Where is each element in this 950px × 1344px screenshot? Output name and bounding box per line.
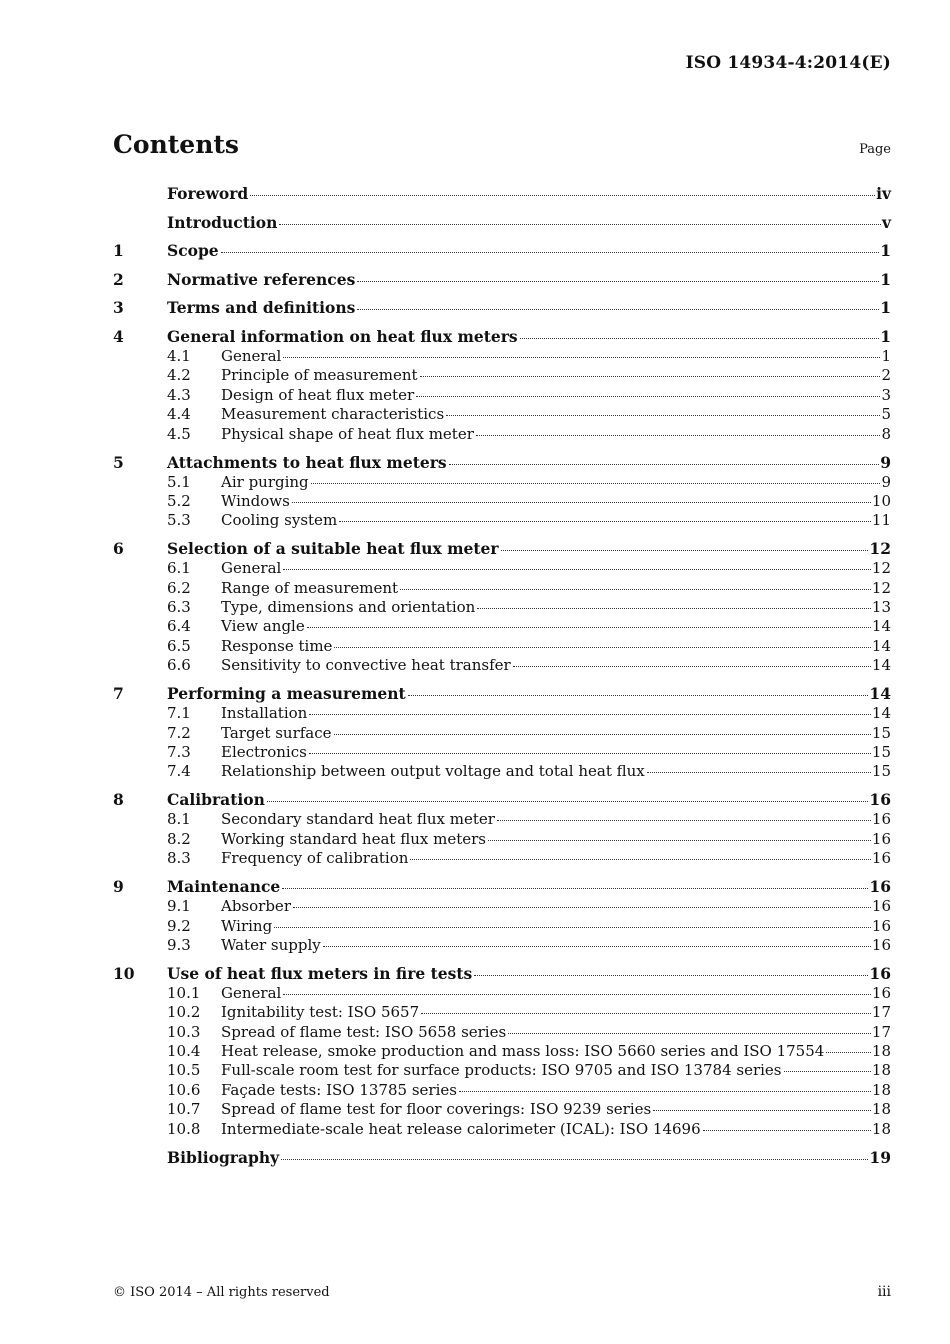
page-number: iii bbox=[877, 1284, 891, 1300]
toc-entry-title: Range of measurement bbox=[221, 578, 399, 597]
toc-entry-page: 18 bbox=[871, 1100, 891, 1119]
toc-entry-title: View angle bbox=[221, 617, 305, 636]
dot-leader bbox=[421, 1012, 871, 1014]
toc-entry-title: Water supply bbox=[221, 935, 321, 954]
toc-subentry[interactable] bbox=[113, 1023, 891, 1042]
toc-entry-page: 16 bbox=[871, 849, 891, 868]
toc-section bbox=[113, 963, 891, 1139]
toc-entry-title: Wiring bbox=[221, 916, 273, 935]
toc-entry-page: 1 bbox=[880, 269, 891, 289]
toc-entry-number: 8.1 bbox=[167, 810, 191, 829]
dot-leader bbox=[449, 463, 880, 465]
toc-entry-number: 6.1 bbox=[167, 559, 191, 578]
dot-leader bbox=[281, 1158, 868, 1160]
toc-entry-page: 14 bbox=[871, 617, 891, 636]
toc-entry-page: iv bbox=[876, 184, 891, 203]
toc-entry-number: 10.1 bbox=[167, 983, 201, 1002]
toc-subentry[interactable] bbox=[113, 849, 891, 868]
toc-entry-title: Secondary standard heat flux meter bbox=[221, 810, 495, 829]
dot-leader bbox=[647, 771, 871, 773]
dot-leader bbox=[292, 501, 871, 503]
toc-entry-page: 1 bbox=[881, 346, 891, 365]
toc-subentry[interactable] bbox=[113, 1061, 891, 1080]
toc-entry-number: 7 bbox=[113, 684, 124, 704]
toc-entry-title: Scope bbox=[167, 241, 219, 261]
dot-leader bbox=[513, 665, 871, 667]
toc-entry-title: Relationship between output voltage and total heat flux bbox=[221, 762, 645, 781]
toc-entry[interactable] bbox=[113, 183, 891, 204]
toc-subentry[interactable] bbox=[113, 936, 891, 955]
toc-entry-page: 16 bbox=[871, 983, 891, 1002]
dot-leader bbox=[334, 646, 870, 648]
toc-entry-page: 16 bbox=[869, 877, 891, 897]
toc-entry[interactable] bbox=[113, 297, 891, 318]
toc-entry-number: 4.1 bbox=[167, 346, 191, 365]
toc-entry-page: 14 bbox=[869, 684, 891, 704]
dot-leader bbox=[446, 414, 880, 416]
toc-subentry[interactable] bbox=[113, 617, 891, 636]
dot-leader bbox=[357, 308, 879, 310]
dot-leader bbox=[459, 1090, 871, 1092]
toc-subentry[interactable] bbox=[113, 366, 891, 385]
toc-subentry[interactable] bbox=[113, 347, 891, 366]
toc-section bbox=[113, 789, 891, 868]
toc-entry-page: 12 bbox=[871, 559, 891, 578]
toc-subentry[interactable] bbox=[113, 492, 891, 511]
toc-entry-page: 11 bbox=[871, 511, 891, 530]
toc-entry-title: Design of heat flux meter bbox=[221, 385, 415, 404]
toc-entry-title: Frequency of calibration bbox=[221, 849, 409, 868]
toc-entry-title: Use of heat flux meters in fire tests bbox=[167, 963, 473, 983]
toc-entry-number: 6 bbox=[113, 539, 124, 559]
page-column-label: Page bbox=[859, 142, 891, 157]
toc-entry-number: 4.4 bbox=[167, 405, 191, 424]
dot-leader bbox=[279, 223, 881, 225]
toc-entry-number: 4.3 bbox=[167, 385, 191, 404]
dot-leader bbox=[283, 568, 871, 570]
toc-entry-number: 9.2 bbox=[167, 916, 191, 935]
dot-leader bbox=[309, 752, 871, 754]
toc-section bbox=[113, 297, 891, 318]
toc-entry-title: General bbox=[221, 346, 282, 365]
toc-entry-page: 14 bbox=[871, 704, 891, 723]
toc-subentry[interactable] bbox=[113, 425, 891, 444]
toc-entry-title: Bibliography bbox=[167, 1147, 280, 1167]
toc-entry-page: 14 bbox=[871, 656, 891, 675]
copyright-notice: © ISO 2014 – All rights reserved bbox=[113, 1285, 330, 1300]
toc-entry-number: 3 bbox=[113, 298, 124, 318]
dot-leader bbox=[474, 974, 868, 976]
contents-heading: Contents bbox=[113, 130, 240, 159]
toc-entry-title: Foreword bbox=[167, 184, 249, 203]
toc-entry-page: 18 bbox=[871, 1080, 891, 1099]
toc-entry-page: 13 bbox=[871, 598, 891, 617]
toc-subentry[interactable] bbox=[113, 637, 891, 656]
toc-entry-number: 4 bbox=[113, 326, 124, 346]
toc-entry-page: 1 bbox=[880, 241, 891, 261]
toc-section bbox=[113, 452, 891, 531]
toc-entry-number: 4.5 bbox=[167, 424, 191, 443]
dot-leader bbox=[283, 993, 871, 995]
dot-leader bbox=[520, 337, 880, 339]
toc-entry[interactable] bbox=[113, 452, 891, 473]
dot-leader bbox=[653, 1109, 871, 1111]
toc-entry-title: Target surface bbox=[221, 723, 332, 742]
table-of-contents bbox=[113, 183, 891, 1175]
toc-entry-page: v bbox=[881, 212, 891, 232]
dot-leader bbox=[250, 194, 875, 196]
toc-entry-number: 6.2 bbox=[167, 578, 191, 597]
toc-entry[interactable] bbox=[113, 240, 891, 261]
dot-leader bbox=[400, 588, 871, 590]
toc-entry-title: Façade tests: ISO 13785 series bbox=[221, 1080, 457, 1099]
toc-entry-title: Physical shape of heat flux meter bbox=[221, 424, 474, 443]
toc-entry[interactable] bbox=[113, 876, 891, 897]
toc-entry[interactable] bbox=[113, 212, 891, 233]
toc-entry[interactable] bbox=[113, 683, 891, 704]
dot-leader bbox=[476, 434, 881, 436]
toc-entry-number: 10 bbox=[113, 963, 135, 983]
dot-leader bbox=[420, 375, 881, 377]
dot-leader bbox=[703, 1129, 871, 1131]
toc-entry-page: 5 bbox=[881, 405, 891, 424]
toc-entry-title: Air purging bbox=[221, 472, 309, 491]
toc-entry[interactable] bbox=[113, 963, 891, 984]
toc-entry-page: 17 bbox=[871, 1022, 891, 1041]
toc-entry-page: 15 bbox=[871, 743, 891, 761]
toc-entry-number: 5 bbox=[113, 452, 124, 472]
toc-subentry[interactable] bbox=[113, 830, 891, 849]
toc-entry-number: 10.4 bbox=[167, 1042, 201, 1061]
dot-leader bbox=[508, 1032, 871, 1034]
toc-entry-page: 1 bbox=[880, 326, 891, 346]
dot-leader bbox=[311, 482, 881, 484]
dot-leader bbox=[416, 395, 880, 397]
toc-section bbox=[113, 269, 891, 290]
toc-subentry[interactable] bbox=[113, 473, 891, 492]
toc-entry-title: Sensitivity to convective heat transfer bbox=[221, 656, 511, 675]
toc-entry-title: Working standard heat flux meters bbox=[221, 829, 486, 848]
dot-leader bbox=[826, 1051, 871, 1053]
toc-subentry[interactable] bbox=[113, 724, 891, 743]
dot-leader bbox=[339, 520, 871, 522]
toc-entry-title: Attachments to heat flux meters bbox=[167, 452, 447, 472]
toc-entry-page: 14 bbox=[871, 636, 891, 655]
dot-leader bbox=[283, 356, 880, 358]
toc-entry-page: 10 bbox=[871, 491, 891, 510]
toc-entry-page: 3 bbox=[881, 385, 891, 404]
dot-leader bbox=[410, 858, 870, 860]
toc-entry-number: 5.3 bbox=[167, 511, 191, 530]
toc-entry-number: 6.5 bbox=[167, 636, 191, 655]
toc-entry-title: Absorber bbox=[221, 897, 291, 916]
toc-subentry[interactable] bbox=[113, 743, 891, 762]
toc-entry-title: Response time bbox=[221, 636, 333, 655]
toc-entry-number: 2 bbox=[113, 269, 124, 289]
toc-entry-number: 10.8 bbox=[167, 1119, 201, 1138]
dot-leader bbox=[293, 906, 871, 908]
toc-entry-page: 16 bbox=[869, 790, 891, 810]
dot-leader bbox=[309, 713, 871, 715]
toc-subentry[interactable] bbox=[113, 1003, 891, 1022]
dot-leader bbox=[408, 694, 869, 696]
toc-subentry[interactable] bbox=[113, 656, 891, 675]
toc-entry-number: 10.3 bbox=[167, 1022, 201, 1041]
toc-entry-number: 4.2 bbox=[167, 366, 191, 385]
document-id-header: ISO 14934-4:2014(E) bbox=[685, 53, 891, 73]
toc-entry-title: Spread of flame test: ISO 5658 series bbox=[221, 1022, 507, 1041]
toc-entry-title: Cooling system bbox=[221, 511, 338, 530]
toc-entry-title: Selection of a suitable heat flux meter bbox=[167, 539, 499, 559]
toc-entry[interactable] bbox=[113, 1147, 891, 1168]
dot-leader bbox=[323, 945, 871, 947]
toc-entry-page: 16 bbox=[869, 963, 891, 983]
toc-section bbox=[113, 876, 891, 955]
toc-entry-number: 6.4 bbox=[167, 617, 191, 636]
toc-entry-title: Windows bbox=[221, 491, 290, 510]
toc-subentry[interactable] bbox=[113, 559, 891, 578]
toc-entry-page: 18 bbox=[871, 1061, 891, 1080]
toc-subentry[interactable] bbox=[113, 704, 891, 723]
toc-entry-title: Calibration bbox=[167, 790, 265, 810]
toc-entry-page: 17 bbox=[871, 1003, 891, 1022]
toc-entry-title: Maintenance bbox=[167, 877, 281, 897]
toc-entry-page: 2 bbox=[881, 366, 891, 385]
toc-entry-number: 1 bbox=[113, 241, 124, 261]
toc-entry[interactable] bbox=[113, 538, 891, 559]
toc-entry-title: Heat release, smoke production and mass loss: ISO 5660 series and ISO 17554 bbox=[221, 1042, 825, 1061]
toc-entry-number: 10.5 bbox=[167, 1061, 201, 1080]
dot-leader bbox=[267, 800, 869, 802]
toc-section bbox=[113, 212, 891, 233]
toc-entry-title: Intermediate-scale heat release calorimeter (ICAL): ISO 14696 bbox=[221, 1119, 701, 1138]
toc-entry-number: 10.7 bbox=[167, 1100, 201, 1119]
toc-entry-page: 8 bbox=[881, 424, 891, 443]
toc-entry-title: Electronics bbox=[221, 743, 307, 761]
dot-leader bbox=[477, 607, 871, 609]
toc-entry-title: Measurement characteristics bbox=[221, 405, 445, 424]
toc-subentry[interactable] bbox=[113, 1042, 891, 1061]
toc-entry-title: Normative references bbox=[167, 269, 356, 289]
dot-leader bbox=[221, 251, 880, 253]
toc-entry-number: 6.3 bbox=[167, 598, 191, 617]
toc-entry-title: Full-scale room test for surface products: ISO 9705 and ISO 13784 series bbox=[221, 1061, 782, 1080]
toc-entry-title: Type, dimensions and orientation bbox=[221, 598, 476, 617]
toc-subentry[interactable] bbox=[113, 1081, 891, 1100]
toc-entry-page: 9 bbox=[880, 452, 891, 472]
toc-entry-title: General information on heat flux meters bbox=[167, 326, 518, 346]
toc-subentry[interactable] bbox=[113, 598, 891, 617]
toc-entry-number: 7.3 bbox=[167, 743, 191, 761]
toc-entry[interactable] bbox=[113, 269, 891, 290]
toc-entry-title: Principle of measurement bbox=[221, 366, 418, 385]
toc-entry-number: 7.2 bbox=[167, 723, 191, 742]
toc-entry-number: 5.1 bbox=[167, 472, 191, 491]
dot-leader bbox=[488, 839, 871, 841]
toc-subentry[interactable] bbox=[113, 762, 891, 781]
toc-entry-number: 9.3 bbox=[167, 935, 191, 954]
toc-entry-number: 10.2 bbox=[167, 1003, 201, 1022]
dot-leader bbox=[274, 926, 871, 928]
toc-subentry[interactable] bbox=[113, 405, 891, 424]
toc-section bbox=[113, 683, 891, 782]
page-footer bbox=[113, 1284, 891, 1300]
toc-entry-page: 15 bbox=[871, 762, 891, 781]
toc-subentry[interactable] bbox=[113, 511, 891, 530]
toc-entry-number: 10.6 bbox=[167, 1080, 201, 1099]
toc-entry-page: 19 bbox=[869, 1147, 891, 1167]
toc-entry-number: 8 bbox=[113, 790, 124, 810]
toc-entry-number: 9.1 bbox=[167, 897, 191, 916]
toc-entry-number: 7.1 bbox=[167, 704, 191, 723]
toc-entry-page: 12 bbox=[869, 539, 891, 559]
toc-entry-title: General bbox=[221, 559, 282, 578]
toc-section bbox=[113, 538, 891, 675]
toc-entry-title: Performing a measurement bbox=[167, 684, 406, 704]
toc-entry-number: 8.2 bbox=[167, 829, 191, 848]
toc-entry-page: 1 bbox=[880, 298, 891, 318]
toc-entry-page: 16 bbox=[871, 897, 891, 916]
toc-entry-page: 16 bbox=[871, 810, 891, 829]
toc-entry-page: 16 bbox=[871, 916, 891, 935]
toc-entry-page: 16 bbox=[871, 829, 891, 848]
dot-leader bbox=[501, 549, 869, 551]
toc-subentry[interactable] bbox=[113, 1120, 891, 1139]
toc-subentry[interactable] bbox=[113, 386, 891, 405]
toc-entry-number: 6.6 bbox=[167, 656, 191, 675]
toc-entry-page: 18 bbox=[871, 1119, 891, 1138]
dot-leader bbox=[334, 733, 871, 735]
toc-subentry[interactable] bbox=[113, 897, 891, 916]
toc-entry-page: 15 bbox=[871, 723, 891, 742]
toc-entry-title: General bbox=[221, 983, 282, 1002]
toc-entry-title: Introduction bbox=[167, 212, 278, 232]
toc-entry-title: Spread of flame test for floor coverings: ISO 9239 series bbox=[221, 1100, 652, 1119]
dot-leader bbox=[307, 626, 871, 628]
toc-entry-page: 18 bbox=[871, 1042, 891, 1061]
toc-entry[interactable] bbox=[113, 789, 891, 810]
toc-entry[interactable] bbox=[113, 326, 891, 347]
dot-leader bbox=[784, 1070, 871, 1072]
toc-subentry[interactable] bbox=[113, 984, 891, 1003]
toc-subentry[interactable] bbox=[113, 1100, 891, 1119]
toc-section bbox=[113, 326, 891, 444]
dot-leader bbox=[357, 280, 879, 282]
toc-section bbox=[113, 183, 891, 204]
toc-entry-title: Installation bbox=[221, 704, 308, 723]
toc-section bbox=[113, 1147, 891, 1168]
toc-entry-number: 8.3 bbox=[167, 849, 191, 868]
toc-subentry[interactable] bbox=[113, 917, 891, 936]
toc-entry-page: 12 bbox=[871, 578, 891, 597]
toc-section bbox=[113, 240, 891, 261]
toc-entry-title: Ignitability test: ISO 5657 bbox=[221, 1003, 420, 1022]
toc-entry-page: 9 bbox=[881, 472, 891, 491]
toc-subentry[interactable] bbox=[113, 579, 891, 598]
toc-subentry[interactable] bbox=[113, 810, 891, 829]
dot-leader bbox=[497, 819, 871, 821]
toc-entry-number: 5.2 bbox=[167, 491, 191, 510]
toc-entry-title: Terms and definitions bbox=[167, 298, 356, 318]
toc-entry-page: 16 bbox=[871, 935, 891, 954]
toc-entry-number: 7.4 bbox=[167, 762, 191, 781]
dot-leader bbox=[282, 887, 868, 889]
toc-entry-number: 9 bbox=[113, 877, 124, 897]
